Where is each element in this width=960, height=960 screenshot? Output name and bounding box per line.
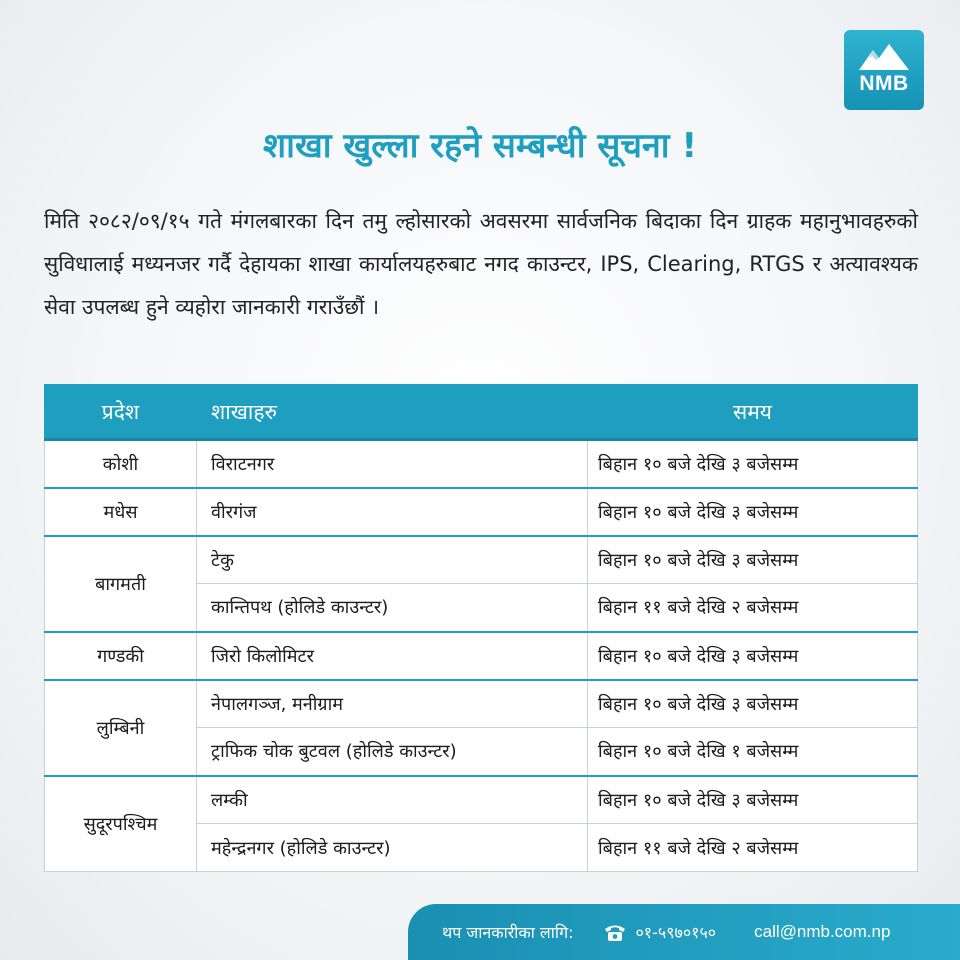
branch-cell: कान्तिपथ (होलिडे काउन्टर) xyxy=(197,584,588,632)
header-branches: शाखाहरु xyxy=(197,385,588,440)
nmb-logo xyxy=(844,30,924,110)
branch-cell: वीरगंज xyxy=(197,488,588,536)
table-header-row xyxy=(45,385,918,440)
branch-cell: महेन्द्रनगर (होलिडे काउन्टर) xyxy=(197,824,588,872)
table-row xyxy=(45,488,918,536)
time-cell: बिहान १० बजे देखि ३ बजेसम्म xyxy=(588,632,918,680)
table-body xyxy=(45,440,918,872)
province-cell: सुदूरपश्चिम xyxy=(45,776,197,872)
time-cell: बिहान १० बजे देखि ३ बजेसम्म xyxy=(588,488,918,536)
time-cell: बिहान १० बजे देखि ३ बजेसम्म xyxy=(588,536,918,584)
branch-cell: नेपालगञ्ज, मनीग्राम xyxy=(197,680,588,728)
logo-text: NMB xyxy=(859,72,909,95)
notice-body: मिति २०८२/०९/१५ गते मंगलबारका दिन तमु ल्होसारको अवसरमा सार्वजनिक बिदाका दिन ग्राहक महानुभावहरुको सुविधालाई मध्यनजर गर्दै देहायका शाखा कार्यालयहरुबाट नगद काउन्टर, IPS, Clearing, RTGS र अत्यावश्यक सेवा उपलब्ध हुने व्यहोरा जानकारी गराउँछौं । xyxy=(44,209,918,319)
phone-number[interactable]: ०१-५९७०१५० xyxy=(635,923,717,942)
more-info-label: थप जानकारीका लागि: xyxy=(442,923,574,942)
time-cell: बिहान १० बजे देखि १ बजेसम्म xyxy=(588,728,918,776)
province-cell: गण्डकी xyxy=(45,632,197,680)
province-cell: लुम्बिनी xyxy=(45,680,197,776)
notice-title: शाखा खुल्ला रहने सम्बन्धी सूचना ! xyxy=(263,126,697,166)
province-cell: बागमती xyxy=(45,536,197,632)
time-cell: बिहान १० बजे देखि ३ बजेसम्म xyxy=(588,680,918,728)
branch-cell: विराटनगर xyxy=(197,440,588,488)
time-cell: बिहान १० बजे देखि ३ बजेसम्म xyxy=(588,776,918,824)
email-address[interactable]: call@nmb.com.np xyxy=(754,922,891,941)
province-cell: कोशी xyxy=(45,440,197,488)
branch-cell: ट्राफिक चोक बुटवल (होलिडे काउन्टर) xyxy=(197,728,588,776)
time-cell: बिहान १० बजे देखि ३ बजेसम्म xyxy=(588,440,918,488)
mountain-icon xyxy=(859,44,909,70)
branch-cell: टेकु xyxy=(197,536,588,584)
table-row xyxy=(45,536,918,584)
header-province: प्रदेश xyxy=(45,385,197,440)
table-row xyxy=(45,776,918,824)
table-row xyxy=(45,680,918,728)
table-row xyxy=(45,440,918,488)
branch-cell: लम्की xyxy=(197,776,588,824)
table-row xyxy=(45,632,918,680)
branch-cell: जिरो किलोमिटर xyxy=(197,632,588,680)
telephone-icon xyxy=(603,922,627,942)
branch-schedule-table xyxy=(44,384,918,872)
contact-footer xyxy=(408,904,960,960)
time-cell: बिहान ११ बजे देखि २ बजेसम्म xyxy=(588,824,918,872)
province-cell: मधेस xyxy=(45,488,197,536)
header-time: समय xyxy=(588,385,918,440)
time-cell: बिहान ११ बजे देखि २ बजेसम्म xyxy=(588,584,918,632)
